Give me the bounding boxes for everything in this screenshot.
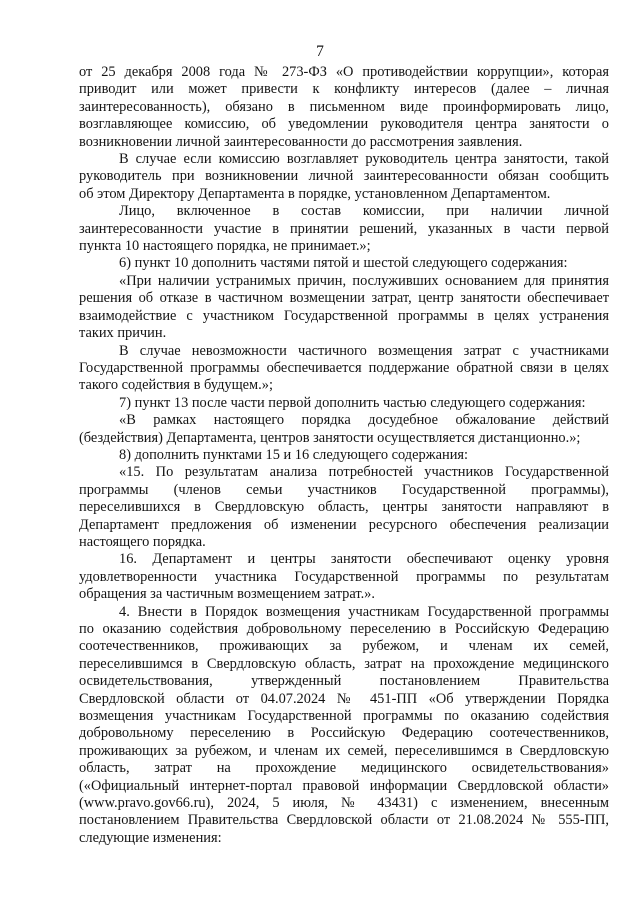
text-line: 8) дополнить пунктами 15 и 16 следующего содержания:	[119, 446, 469, 463]
text-line: 4. Внести в Порядок возмещения участникам Государственной программы	[119, 603, 609, 620]
text-line: возникновении личной заинтересованности до рассмотрения заявления.	[79, 133, 523, 150]
text-line: В случае если комиссию возглавляет руководитель центра занятости, такой	[119, 151, 609, 168]
text-line: добровольному переселению в Российскую Федерацию соотечественников,	[79, 725, 609, 742]
text-line: 16. Департамент и центры занятости обеспечивают оценку уровня	[119, 551, 609, 568]
text-line: (бездействия) Департамента, центров занятости осуществляется дистанционно.»;	[79, 429, 581, 446]
text-line: возглавляющее комиссию, об уведомлении руководителя центра занятости о	[79, 116, 609, 133]
text-line: таких причин.	[79, 325, 167, 342]
text-line: освидетельствования, утвержденный постановлением Правительства	[79, 673, 609, 690]
text-line: приводит или может привести к конфликту интересов (далее – личная	[79, 81, 609, 98]
text-line: следующие изменения:	[79, 829, 222, 846]
text-line: 6) пункт 10 дополнить частями пятой и шестой следующего содержания:	[119, 255, 568, 272]
text-line: заинтересованность), обязано в письменном виде проинформировать лицо,	[79, 98, 609, 115]
text-line: решения об отказе в частичном возмещении затрат, центр занятости обеспечивает	[79, 290, 609, 307]
text-line: об этом Директору Департамента в порядке, установленном Департаментом.	[79, 185, 551, 202]
text-line: переселившихся в Свердловскую область, центры занятости направляют в	[79, 499, 609, 516]
text-line: взаимодействие с участником Государственной программы в целях устранения	[79, 307, 609, 324]
text-line: область, затрат на прохождение медицинского освидетельствования»	[79, 760, 609, 777]
text-line: заинтересованности участие в принятии решений, указанных в части первой	[79, 220, 609, 237]
text-line: от 25 декабря 2008 года № 273-ФЗ «О противодействии коррупции», которая	[79, 64, 609, 80]
text-line: Государственной программы обеспечивается поддержание обратной связи в целях	[79, 359, 609, 376]
text-line: Свердловской области от 04.07.2024 № 451-ПП «Об утверждении Порядка	[79, 690, 609, 707]
text-line: «В рамках настоящего порядка досудебное обжалование действий	[119, 412, 609, 429]
text-line: пункта 10 настоящего порядка, не принимает.»;	[79, 238, 371, 255]
page-number: 7	[316, 43, 324, 60]
text-line: такого содействия в будущем.»;	[79, 377, 273, 394]
text-line: обращения за частичным возмещением затрат.».	[79, 586, 375, 603]
text-line: Департамент предложения об изменении ресурсного обеспечения реализации	[79, 516, 609, 533]
text-line: (www.pravo.gov66.ru), 2024, 5 июля, № 43431) с изменением, внесенным	[79, 795, 609, 812]
text-line: В случае невозможности частичного возмещения затрат с участниками	[119, 342, 609, 359]
document-body	[79, 64, 609, 847]
text-line: возмещения участникам Государственной программы по оказанию содействия	[79, 708, 609, 725]
text-line: по оказанию содействия добровольному переселению в Российскую Федерацию	[79, 621, 609, 637]
text-line: руководитель при возникновении личной заинтересованности обязан сообщить	[79, 168, 609, 185]
text-line: программы (членов семьи участников Государственной программы),	[79, 481, 609, 498]
text-line: («Официальный интернет-портал правовой информации Свердловской области»	[79, 777, 609, 794]
text-line: удовлетворенности участника Государственной программы по результатам	[79, 568, 609, 585]
text-line: настоящего порядка.	[79, 533, 206, 550]
text-line: «15. По результатам анализа потребностей участников Государственной	[119, 464, 609, 481]
text-line: Лицо, включенное в состав комиссии, при наличии личной	[119, 203, 609, 220]
text-line: переселившимся в Свердловскую область, затрат на прохождение медицинского	[79, 655, 609, 672]
text-line: соотечественников, проживающих за рубежом, и членам их семей,	[79, 638, 609, 655]
text-line: проживающих за рубежом, и членам их семей, переселившимся в Свердловскую	[79, 742, 609, 759]
text-line: постановлением Правительства Свердловской области от 21.08.2024 № 555-ПП,	[79, 812, 609, 829]
text-line: «При наличии устранимых причин, послуживших основанием для принятия	[119, 272, 609, 289]
text-line: 7) пункт 13 после части первой дополнить частью следующего содержания:	[119, 394, 586, 411]
